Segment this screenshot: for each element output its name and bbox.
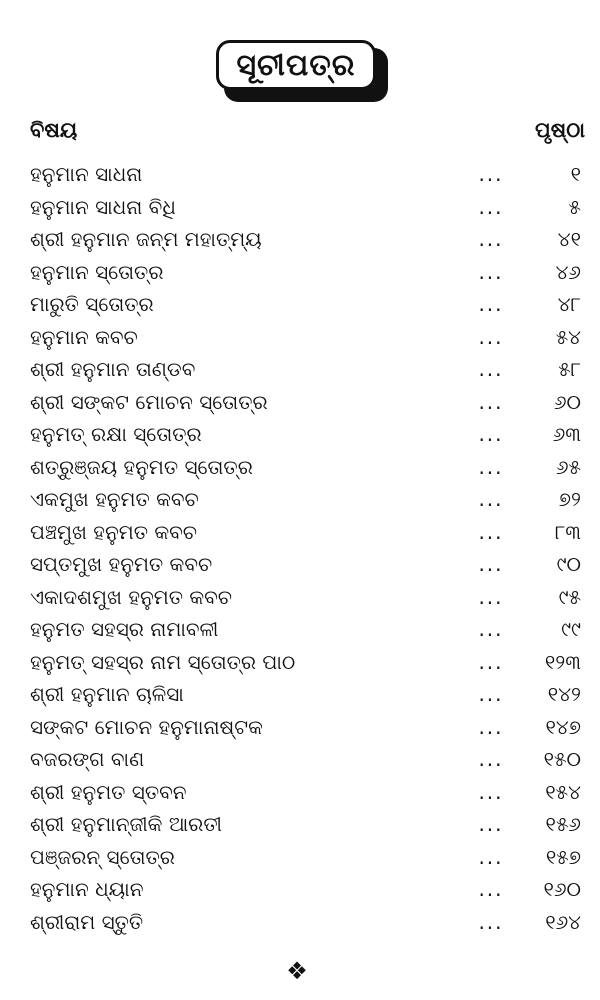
toc-list (30, 158, 585, 938)
toc-entry-leader: ... (478, 714, 504, 739)
toc-entry-page-number: ୧୫୭ (545, 844, 581, 869)
toc-entry (30, 711, 585, 744)
toc-entry (30, 158, 585, 191)
toc-entry-page-number: ୧୨୩ (544, 649, 581, 674)
toc-entry (30, 386, 585, 419)
toc-entry (30, 841, 585, 874)
toc-entry (30, 646, 585, 679)
toc-entry-page-number: ୮୩ (554, 519, 581, 544)
toc-entry-title: ହନୁମତ୍ ସହସ୍ର ନାମ ସ୍ତୋତ୍ର ପାଠ (30, 649, 296, 674)
toc-entry-title: ଶ୍ରୀ ହନୁମାନ୍‌ଜୀକି ଆରତୀ (30, 812, 222, 836)
toc-entry (30, 353, 585, 386)
toc-entry (30, 256, 585, 289)
toc-entry-page-number: ୧୬୦ (543, 877, 581, 901)
toc-entry-leader: ... (478, 389, 504, 414)
toc-entry-page-number: ୧୪୭ (545, 714, 581, 739)
toc-entry-leader: ... (478, 779, 504, 804)
toc-entry-page-number: ୧୪୨ (547, 682, 581, 706)
toc-entry-page-number: ୬୫ (555, 454, 581, 479)
toc-entry-page-number: ୭୨ (558, 487, 581, 511)
toc-entry-page-number: ୧୫୬ (545, 812, 581, 836)
four-diamond-ornament-icon: ❖ (286, 957, 308, 985)
toc-entry-leader: ... (478, 519, 504, 544)
toc-entry-leader: ... (478, 747, 504, 771)
toc-entry-title: ହନୁମାନ କବଚ (30, 324, 138, 349)
toc-entry-title: ଶ୍ରୀ ସଙ୍କଟ ମୋଚନ ସ୍ତୋତ୍ର (30, 389, 268, 414)
toc-entry-leader: ... (478, 422, 504, 446)
toc-entry-title: ସପ୍ତମୁଖ ହନୁମତ କବଚ (30, 552, 213, 576)
toc-entry-page-number: ୫୪ (555, 324, 581, 349)
toc-entry-page-number: ୫ (568, 194, 581, 219)
toc-entry-title: ଏକମୁଖ ହନୁମତ କବଚ (30, 487, 199, 511)
toc-entry-leader: ... (478, 292, 504, 316)
toc-entry (30, 548, 585, 581)
toc-entry (30, 483, 585, 516)
toc-entry (30, 321, 585, 354)
toc-entry-leader: ... (478, 812, 504, 836)
toc-entry-leader: ... (478, 194, 504, 219)
toc-entry-page-number: ୧୫୦ (543, 747, 581, 771)
toc-entry-title: ହନୁମତ୍ ରକ୍ଷା ସ୍ତୋତ୍ର (30, 422, 202, 446)
page-column-header: ପୃଷ୍ଠା (534, 118, 585, 142)
page-title: ସୂଚୀପତ୍ର (216, 40, 376, 90)
toc-entry-page-number: ୪୧ (557, 227, 581, 251)
toc-entry (30, 873, 585, 906)
toc-entry-title: ହନୁମାନ ଧ୍ୟାନ (30, 877, 144, 901)
toc-entry-leader: ... (478, 877, 504, 901)
toc-entry (30, 678, 585, 711)
toc-entry-page-number: ୯୯ (561, 617, 581, 641)
toc-entry-leader: ... (478, 487, 504, 511)
toc-entry-page-number: ୧୬୪ (545, 909, 581, 934)
toc-entry-title: ଶ୍ରୀ ହନୁମାନ ତାଣ୍ଡବ (30, 357, 196, 381)
subject-column-header: ବିଷୟ (30, 118, 78, 142)
toc-entry-title: ହନୁମାନ ସାଧନା ବିଧି (30, 194, 176, 219)
toc-entry-leader: ... (478, 909, 504, 934)
toc-entry-page-number: ୧ (570, 162, 581, 186)
toc-entry-leader: ... (478, 227, 504, 251)
toc-entry-title: ମାରୁତି ସ୍ତୋତ୍ର (30, 292, 154, 316)
toc-entry (30, 516, 585, 549)
toc-entry-title: ହନୁମତ ସହସ୍ର ନାମାବଳୀ (30, 617, 219, 641)
toc-entry-leader: ... (478, 682, 504, 706)
toc-entry (30, 613, 585, 646)
toc-entry-page-number: ୪୬ (555, 259, 581, 284)
toc-entry-page-number: ୯୫ (558, 584, 581, 609)
toc-entry-title: ପଞ୍ଜରନ୍ ସ୍ତୋତ୍ର (30, 844, 175, 869)
toc-entry-leader: ... (478, 552, 504, 576)
toc-entry-leader: ... (478, 584, 504, 609)
toc-entry-leader: ... (478, 649, 504, 674)
toc-entry-leader: ... (478, 162, 504, 186)
toc-entry (30, 288, 585, 321)
toc-entry-title: ପଞ୍ଚମୁଖ ହନୁମତ କବଚ (30, 519, 197, 544)
toc-entry-leader: ... (478, 844, 504, 869)
toc-entry-leader: ... (478, 454, 504, 479)
toc-entry (30, 906, 585, 939)
toc-entry (30, 581, 585, 614)
toc-entry-title: ହନୁମାନ ସାଧନା (30, 162, 143, 186)
toc-entry (30, 808, 585, 841)
toc-entry-title: ଶତ୍ରୁଞ୍ଜୟ ହନୁମତ ସ୍ତୋତ୍ର (30, 454, 253, 479)
toc-entry-leader: ... (478, 259, 504, 284)
toc-entry-page-number: ୧୫୪ (545, 779, 581, 804)
toc-entry-leader: ... (478, 357, 504, 381)
toc-entry-page-number: ୪୮ (557, 292, 581, 316)
toc-entry-title: ହନୁମାନ ସ୍ତୋତ୍ର (30, 259, 164, 284)
toc-entry-title: ବଜରଙ୍ଗ ବାଣ (30, 747, 145, 771)
toc-entry (30, 743, 585, 776)
toc-entry-title: ଶ୍ରୀ ହନୁମତ ସ୍ତବନ (30, 779, 187, 804)
toc-entry-page-number: ୫୮ (558, 357, 581, 381)
toc-entry-page-number: ୬୦ (553, 389, 581, 414)
toc-entry-leader: ... (478, 617, 504, 641)
toc-entry-leader: ... (478, 324, 504, 349)
toc-entry (30, 451, 585, 484)
toc-entry-title: ଶ୍ରୀରାମ ସ୍ତୁତି (30, 909, 144, 934)
toc-entry-title: ସଙ୍କଟ ମୋଚନ ହନୁମାନାଷ୍ଟକ (30, 714, 263, 739)
toc-header (30, 118, 585, 152)
toc-entry-title: ଶ୍ରୀ ହନୁମାନ ଜନ୍ମ ମହାତ୍ମ୍ୟ (30, 227, 262, 251)
toc-entry-title: ଶ୍ରୀ ହନୁମାନ ଚାଳିସା (30, 682, 184, 706)
toc-entry (30, 223, 585, 256)
toc-entry (30, 418, 585, 451)
toc-entry-page-number: ୯୦ (556, 552, 581, 576)
title-badge (216, 40, 384, 98)
toc-entry (30, 191, 585, 224)
toc-entry-page-number: ୬୩ (552, 422, 581, 446)
toc-entry (30, 776, 585, 809)
toc-entry-title: ଏକାଦଶମୁଖ ହନୁମତ କବଚ (30, 584, 232, 609)
